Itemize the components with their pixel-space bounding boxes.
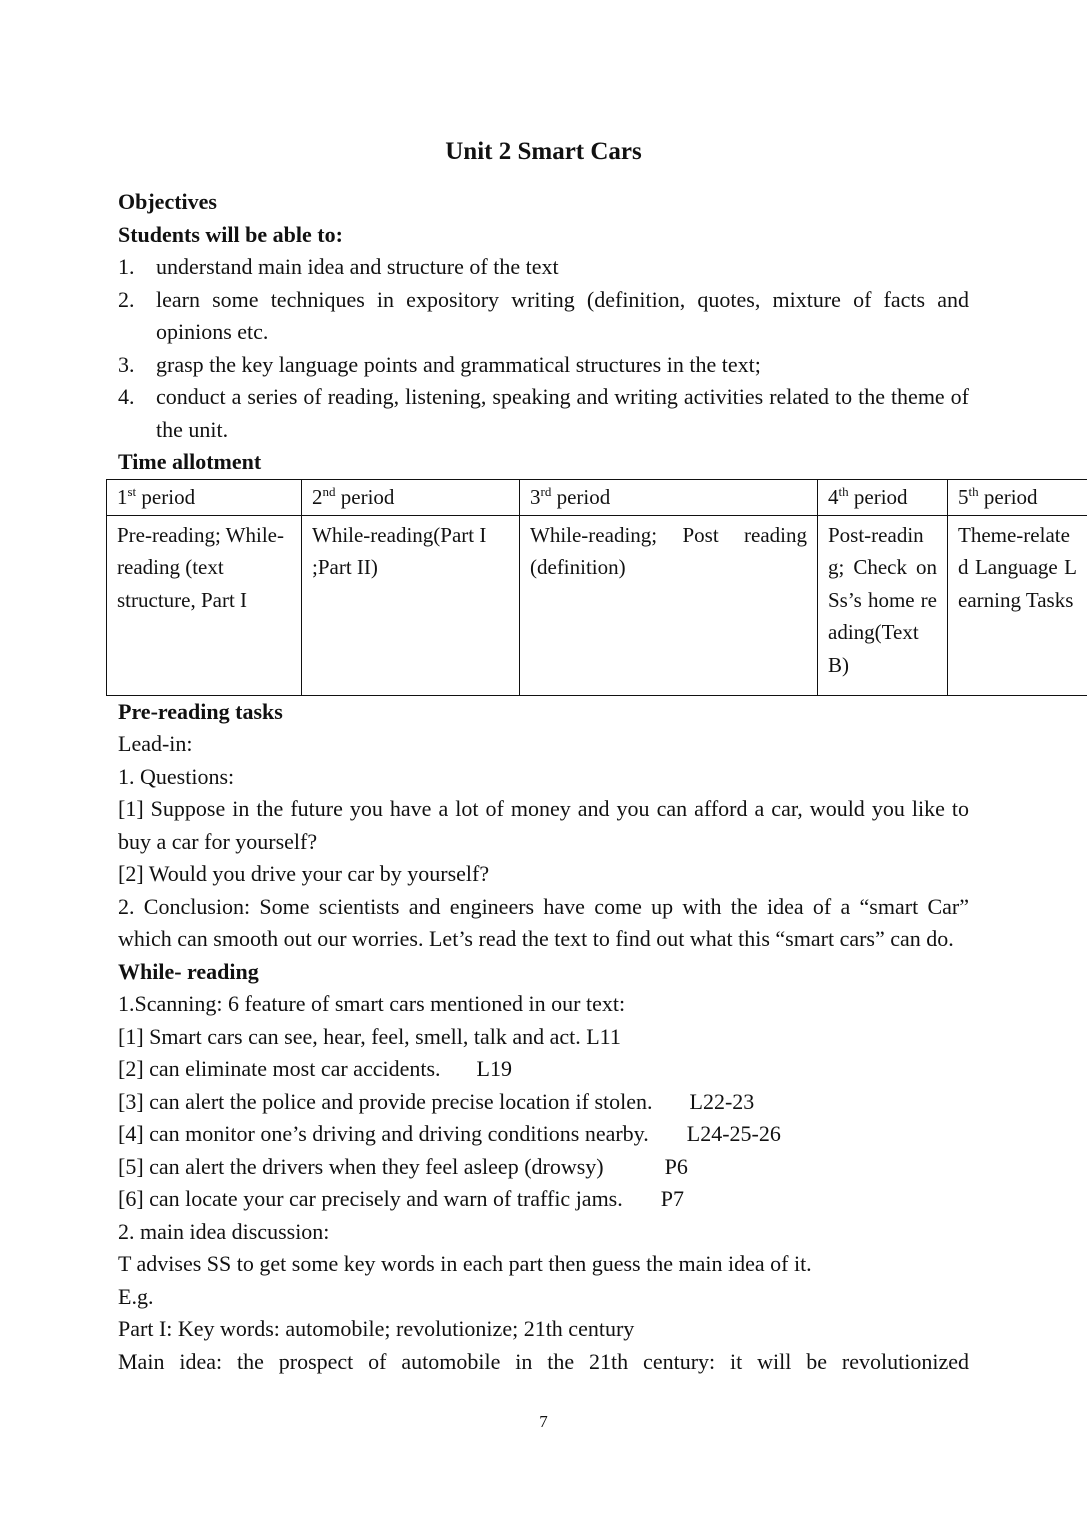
- list-text: conduct a series of reading, listening, speaking and writing activities related to the theme of the unit.: [156, 384, 969, 442]
- question-2: [2] Would you drive your car by yourself?: [118, 861, 490, 886]
- line-reference: P6: [664, 1153, 688, 1179]
- list-text: understand main idea and structure of the text: [156, 254, 559, 279]
- pre-reading-heading: Pre-reading tasks: [118, 698, 283, 724]
- part-1-main-idea: Main idea: the prospect of automobile in the 21th century: it will be revolutionized: [118, 1348, 969, 1374]
- objectives-subheading: Students will be able to:: [118, 221, 343, 247]
- objectives-heading: Objectives: [118, 189, 217, 214]
- list-text: grasp the key language points and grammatical structures in the text;: [156, 351, 761, 377]
- line-reference: P7: [660, 1186, 684, 1211]
- line-reference: L24-25-26: [686, 1121, 781, 1146]
- line-reference: L19: [476, 1056, 512, 1081]
- list-text: learn some techniques in expository writing (definition, quotes, mixture of facts and opinions etc.: [156, 286, 969, 344]
- table-row: [107, 515, 1087, 695]
- list-number: 1.: [118, 254, 135, 279]
- feature-item: [6] can locate your car precisely and warn of traffic jams. P7: [118, 1183, 969, 1216]
- list-number: 4.: [118, 384, 135, 409]
- part-1-keywords: Part I: Key words: automobile; revolutionize; 21th century: [118, 1316, 635, 1341]
- time-allotment-table: [106, 479, 1087, 696]
- list-item: [118, 251, 969, 284]
- feature-item: [2] can eliminate most car accidents. L19: [118, 1053, 969, 1086]
- table-cell: While-reading(Part I ;Part II): [302, 515, 520, 695]
- main-idea-label: 2. main idea discussion:: [118, 1218, 330, 1244]
- advice-paragraph: T advises SS to get some key words in each part then guess the main idea of it.: [118, 1251, 812, 1276]
- scanning-label: 1.Scanning: 6 feature of smart cars mentioned in our text:: [118, 991, 626, 1016]
- list-number: 3.: [118, 351, 135, 377]
- while-reading-heading: While- reading: [118, 958, 259, 984]
- table-header-row: [107, 479, 1087, 515]
- page-number: 7: [539, 1412, 548, 1431]
- document-page: [117, 136, 1077, 1378]
- table-cell: Pre-reading; While-reading (text structure, Part I: [107, 515, 302, 695]
- feature-item: [4] can monitor one’s driving and driving conditions nearby. L24-25-26: [118, 1118, 969, 1151]
- feature-item: [1] Smart cars can see, hear, feel, smell, talk and act. L11: [118, 1023, 621, 1049]
- table-cell: Post-reading; Check on Ss’s home reading(Text B): [818, 515, 948, 695]
- table-cell: Theme-related Language Learning Tasks: [948, 515, 1087, 695]
- table-header-cell: 1st period: [107, 479, 302, 515]
- table-header-cell: 3rd period: [520, 479, 818, 515]
- list-item: [118, 284, 969, 349]
- questions-label: 1. Questions:: [118, 763, 235, 789]
- table-header-cell: 4th period: [818, 479, 948, 515]
- table-cell: While-reading; Post reading (definition): [520, 515, 818, 695]
- list-number: 2.: [118, 286, 135, 312]
- list-item: [118, 381, 969, 446]
- page-title: Unit 2 Smart Cars: [445, 138, 642, 165]
- question-1: [1] Suppose in the future you have a lot of money and you can afford a car, would you like to buy a car for yourself?: [118, 796, 969, 854]
- list-item: [118, 349, 969, 382]
- table-header-cell: 2nd period: [302, 479, 520, 515]
- objectives-list: [118, 251, 969, 446]
- feature-item: [5] can alert the drivers when they feel asleep (drowsy) P6: [118, 1151, 969, 1184]
- example-label: E.g.: [118, 1283, 154, 1309]
- time-allotment-heading: Time allotment: [118, 449, 262, 474]
- table-header-cell: 5th period: [948, 479, 1087, 515]
- line-reference: L22-23: [689, 1088, 755, 1114]
- lead-in-label: Lead-in:: [118, 731, 193, 756]
- feature-item: [3] can alert the police and provide precise location if stolen. L22-23: [118, 1086, 969, 1119]
- conclusion-paragraph: 2. Conclusion: Some scientists and engineers have come up with the idea of a “smart Car” which can smooth out our worries. Let’s read the text to find out what this “smart cars” can do.: [118, 893, 969, 951]
